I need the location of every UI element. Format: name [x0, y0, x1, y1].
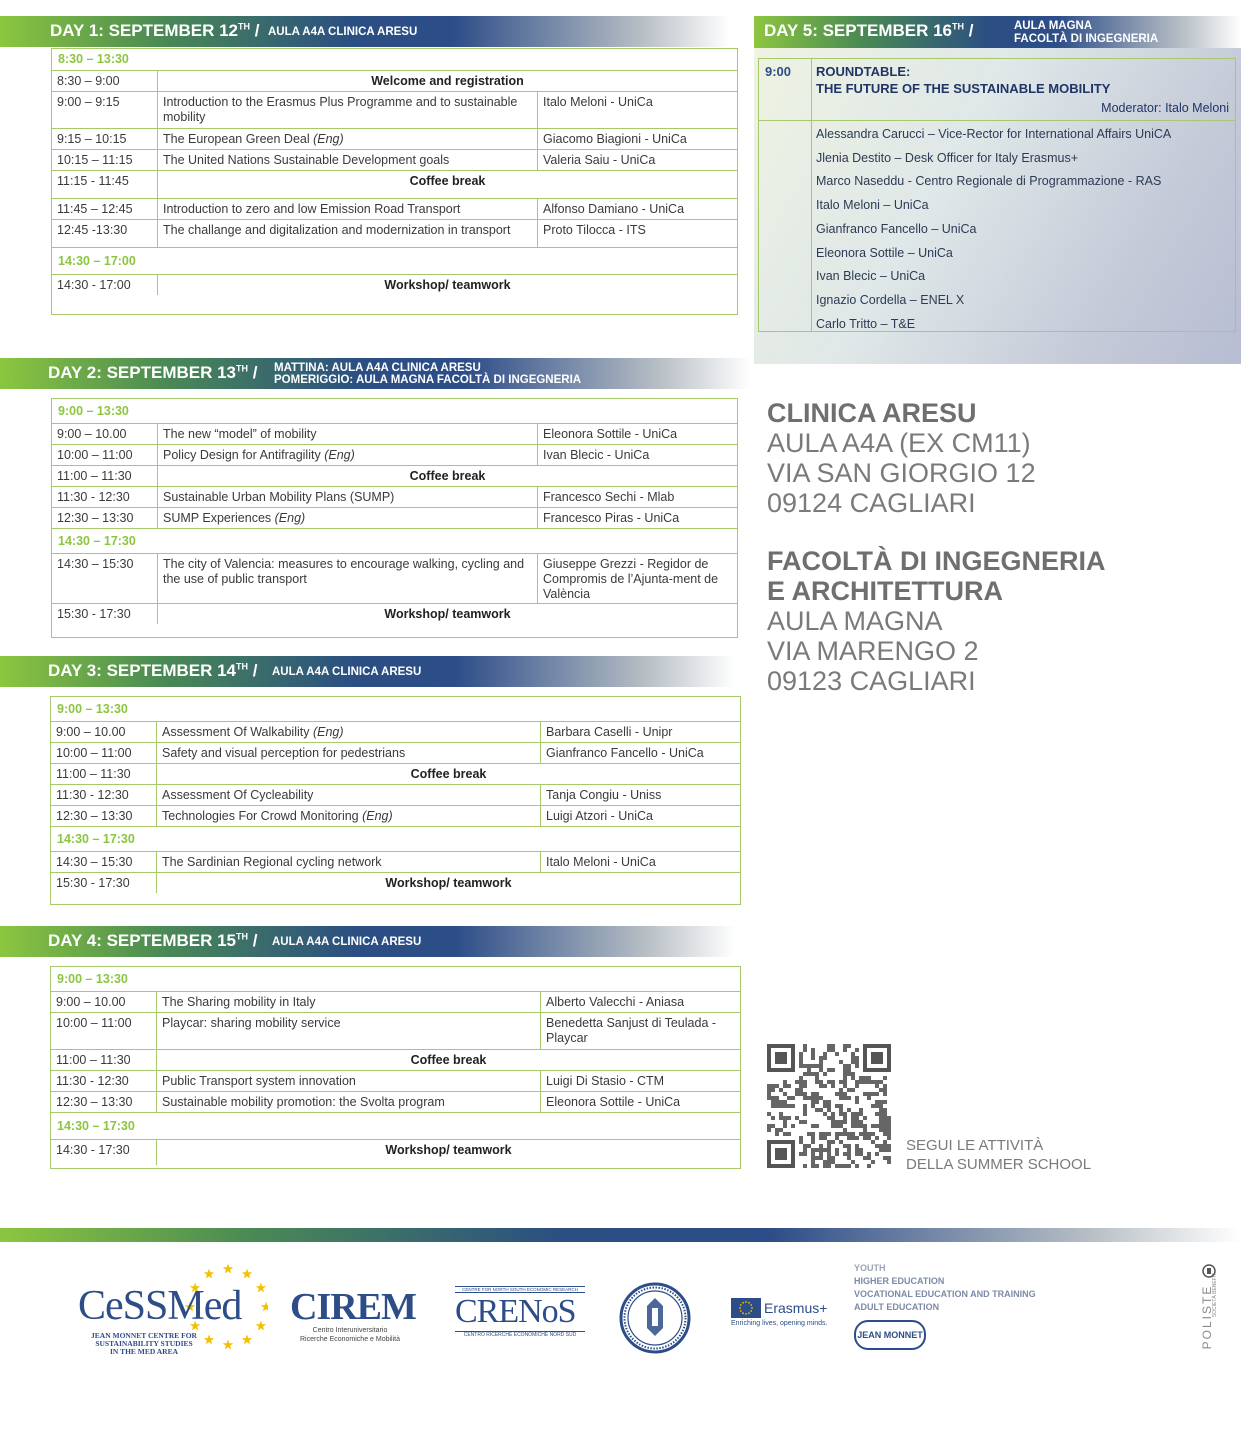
session-row — [51, 743, 740, 764]
session-title: Sustainable mobility promotion: the Svolta program — [156, 1092, 540, 1112]
session-time: 11:30 - 12:30 — [57, 490, 130, 504]
session-row — [52, 508, 737, 529]
session-title: SUMP Experiences (Eng) — [157, 508, 537, 528]
session-title: Safety and visual perception for pedestrians — [156, 743, 540, 763]
session-title: Introduction to the Erasmus Plus Programme and to sustainable mobility — [157, 92, 537, 128]
day2-banner — [0, 358, 750, 389]
time-slot-row — [52, 49, 737, 71]
session-time: 11:30 - 12:30 — [56, 788, 129, 802]
break-row — [51, 1140, 740, 1165]
panelist: Alessandra Carucci – Vice-Rector for International Affairs UniCA — [816, 127, 1172, 141]
venue1-line2: VIA SAN GIORGIO 12 — [767, 458, 1036, 488]
session-title: Coffee break — [156, 1050, 740, 1070]
session-title: Workshop/ teamwork — [156, 873, 740, 893]
jean-monnet-block — [854, 1262, 1036, 1350]
day1-title: DAY 1: SEPTEMBER 12TH / — [50, 21, 260, 40]
venue2-line2: VIA MARENGO 2 — [767, 636, 979, 666]
session-time: 9:00 – 10.00 — [57, 427, 127, 441]
day4-location: AULA A4A CLINICA ARESU — [272, 936, 422, 948]
day3-location: AULA A4A CLINICA ARESU — [272, 666, 422, 678]
session-title: The city of Valencia: measures to encourage walking, cycling and the use of public transport — [157, 554, 537, 603]
panelist: Italo Meloni – UniCa — [816, 198, 929, 213]
session-title: Assessment Of Cycleability — [156, 785, 540, 805]
day4-banner — [0, 926, 735, 957]
cirem-wordmark: CIREM — [290, 1286, 416, 1328]
session-time: 9:00 – 10.00 — [56, 995, 126, 1009]
session-speaker: Barbara Caselli - Unipr — [540, 722, 740, 742]
session-row — [51, 806, 740, 827]
session-title: The challange and digitalization and modernization in transport — [157, 220, 537, 247]
erasmus-tagline: Enriching lives, opening minds. — [731, 1320, 828, 1327]
session-time: 8:30 – 9:00 — [57, 74, 120, 88]
session-time: 11:00 – 11:30 — [56, 1053, 131, 1067]
session-time: 12:30 – 13:30 — [56, 809, 133, 823]
session-title: Sustainable Urban Mobility Plans (SUMP) — [157, 487, 537, 507]
session-title: The new “model” of mobility — [157, 424, 537, 444]
session-row — [51, 722, 740, 743]
session-speaker: Francesco Piras - UniCa — [537, 508, 737, 528]
session-time: 14:30 – 15:30 — [56, 855, 133, 869]
session-row — [52, 220, 737, 248]
star-icon — [261, 1302, 268, 1312]
university-seal-icon — [619, 1282, 691, 1354]
panelist: Eleonora Sottile – UniCa — [816, 245, 953, 260]
session-row — [52, 487, 737, 508]
day2-schedule — [51, 398, 738, 638]
footer-gradient-bar — [0, 1228, 1241, 1242]
panelist: Carlo Tritto – T&E — [816, 316, 916, 331]
time-slot-label: 9:00 – 13:30 — [58, 404, 129, 418]
session-speaker: Italo Meloni - UniCa — [537, 92, 737, 128]
session-speaker: Giacomo Biagioni - UniCa — [537, 129, 737, 149]
session-speaker: Francesco Sechi - Mlab — [537, 487, 737, 507]
english-tag: (Eng) — [324, 448, 355, 462]
time-slot-row — [52, 399, 737, 424]
crenos-wordmark: CRENoS — [455, 1293, 576, 1330]
session-row — [52, 92, 737, 129]
panelists-list — [816, 123, 1171, 336]
session-speaker: Eleonora Sottile - UniCa — [537, 424, 737, 444]
session-title: Workshop/ teamwork — [156, 1140, 740, 1165]
english-tag: (Eng) — [362, 809, 393, 823]
session-title: Introduction to zero and low Emission Road Transport — [157, 199, 537, 219]
session-time: 9:00 – 10.00 — [56, 725, 126, 739]
english-tag: (Eng) — [274, 511, 306, 525]
break-row — [52, 604, 737, 624]
session-time: 11:00 – 11:30 — [56, 767, 131, 781]
session-time: 14:30 – 15:30 — [57, 557, 134, 571]
day2-title: DAY 2: SEPTEMBER 13TH / — [48, 363, 258, 382]
session-time: 12:30 – 13:30 — [56, 1095, 133, 1109]
venue2-name1: FACOLTÀ DI INGEGNERIA — [767, 546, 1106, 576]
break-row — [52, 171, 737, 199]
session-speaker: Ivan Blecic - UniCa — [537, 445, 737, 465]
day5-banner — [754, 16, 1241, 48]
session-title: Coffee break — [156, 764, 740, 784]
session-time: 11:45 – 12:45 — [57, 202, 133, 216]
english-tag: (Eng) — [312, 725, 344, 739]
qr-caption-line2: DELLA SUMMER SCHOOL — [906, 1156, 1092, 1173]
session-title: Assessment Of Walkability (Eng) — [156, 722, 540, 742]
cessmed-wordmark: CeSSMed — [78, 1283, 242, 1329]
day5-title: DAY 5: SEPTEMBER 16TH / — [764, 21, 974, 40]
session-time: 15:30 - 17:30 — [57, 607, 131, 621]
session-time: 10:00 – 11:00 — [56, 746, 132, 760]
session-title: Coffee break — [157, 171, 737, 198]
star-icon — [204, 1334, 214, 1344]
crenos-logo — [455, 1286, 585, 1338]
session-speaker: Luigi Di Stasio - CTM — [540, 1071, 740, 1091]
session-row — [52, 129, 737, 150]
session-title: Welcome and registration — [157, 71, 737, 91]
panelists-divider — [811, 121, 812, 331]
venue2-line1: AULA MAGNA — [767, 606, 943, 636]
session-speaker: Eleonora Sottile - UniCa — [540, 1092, 740, 1112]
session-speaker: Proto Tilocca - ITS — [537, 220, 737, 247]
session-speaker: Luigi Atzori - UniCa — [540, 806, 740, 826]
day4-schedule — [50, 966, 741, 1169]
venue2-line3: 09123 CAGLIARI — [767, 666, 976, 696]
jm-line1: HIGHER EDUCATION — [854, 1276, 945, 1286]
panelists-row — [759, 121, 1235, 331]
venue-clinica — [767, 398, 1036, 518]
day1-schedule — [51, 48, 738, 315]
moderator: Moderator: Italo Meloni — [1101, 101, 1229, 115]
time-slot-row — [52, 529, 737, 554]
session-row — [52, 445, 737, 466]
session-row — [51, 992, 740, 1013]
day5-location-l2: FACOLTÀ DI INGEGNERIA — [1014, 33, 1159, 45]
eu-flag-icon — [731, 1298, 761, 1318]
star-icon — [223, 1264, 233, 1274]
time-slot-label: 14:30 – 17:30 — [57, 1119, 135, 1133]
cirem-subtitle: Centro Interuniversitario Ricerche Economiche e Mobilità — [300, 1327, 400, 1343]
session-row — [52, 554, 737, 604]
star-icon — [256, 1321, 266, 1331]
break-row — [51, 873, 740, 893]
cirem-logo — [290, 1288, 420, 1344]
time-slot-row — [51, 967, 740, 992]
day5-table — [758, 58, 1236, 332]
day5-header-row — [759, 59, 1235, 121]
venue-facolta — [767, 546, 1106, 696]
session-time: 11:30 - 12:30 — [56, 1074, 129, 1088]
session-time: 14:30 - 17:30 — [56, 1143, 130, 1157]
session-speaker: Valeria Saiu - UniCa — [537, 150, 737, 170]
venue1-line3: 09124 CAGLIARI — [767, 488, 976, 518]
crenos-tagline: CENTRE FOR NORTH SOUTH ECONOMIC RESEARCH — [455, 1286, 585, 1293]
crenos-subtitle: CENTRO RICERCHE ECONOMICHE NORD SUD — [455, 1331, 585, 1338]
panelist: Marco Naseddu - Centro Regionale di Programmazione - RAS — [816, 174, 1162, 189]
cessmed-logo — [78, 1262, 268, 1362]
session-row — [52, 199, 737, 220]
erasmus-wordmark: Erasmus+ — [764, 1300, 828, 1316]
day5-panel — [754, 48, 1241, 364]
session-row — [51, 1013, 740, 1050]
venue1-name: CLINICA ARESU — [767, 398, 977, 428]
time-slot-label: 8:30 – 13:30 — [58, 52, 129, 66]
day1-location: AULA A4A CLINICA ARESU — [268, 26, 418, 38]
session-row — [51, 785, 740, 806]
panelist: Ignazio Cordella – ENEL X — [816, 292, 965, 307]
session-row — [51, 1092, 740, 1113]
session-speaker: Giuseppe Grezzi - Regidor de Compromis de l’Ajunta-ment de València — [537, 554, 737, 603]
session-title: The Sharing mobility in Italy — [156, 992, 540, 1012]
break-row — [51, 764, 740, 785]
day5-location-l1: AULA MAGNA — [1014, 20, 1093, 32]
time-slot-row — [51, 1113, 740, 1140]
panelist: Jlenia Destito – Desk Officer for Italy Erasmus+ — [816, 150, 1079, 165]
venue1-line1: AULA A4A (EX CM11) — [767, 428, 1031, 458]
break-row — [52, 466, 737, 487]
session-time: 9:00 – 9:15 — [57, 95, 120, 109]
session-title: Workshop/ teamwork — [157, 275, 737, 295]
panelist: Ivan Blecic – UniCa — [816, 269, 926, 284]
jm-badge: JEAN MONNET — [854, 1320, 926, 1350]
day2-location-afternoon: POMERIGGIO: AULA MAGNA FACOLTÀ DI INGEGNERIA — [274, 374, 582, 386]
session-time: 9:15 – 10:15 — [57, 132, 127, 146]
time-slot-row — [51, 827, 740, 852]
session-title: Workshop/ teamwork — [157, 604, 737, 624]
session-row — [52, 150, 737, 171]
day4-title: DAY 4: SEPTEMBER 15TH / — [48, 931, 258, 950]
time-slot-row — [52, 248, 737, 275]
session-speaker: Alfonso Damiano - UniCa — [537, 199, 737, 219]
time-slot-label: 14:30 – 17:00 — [58, 254, 136, 268]
star-icon — [242, 1334, 252, 1344]
poliste-logo — [1192, 1262, 1218, 1372]
english-tag: (Eng) — [313, 132, 344, 146]
venue2-name2: E ARCHITETTURA — [767, 576, 1003, 606]
session-speaker: Benedetta Sanjust di Teulada - Playcar — [540, 1013, 740, 1049]
session-time: 11:15 - 11:45 — [57, 174, 129, 188]
session-title: Policy Design for Antifragility (Eng) — [157, 445, 537, 465]
day5-divider — [811, 59, 812, 120]
session-row — [52, 424, 737, 445]
poliste-wordmark: POLISTE — [1200, 1284, 1214, 1350]
session-row — [51, 1071, 740, 1092]
session-title: The Sardinian Regional cycling network — [156, 852, 540, 872]
session-time: 11:00 – 11:30 — [57, 469, 132, 483]
session-speaker: Gianfranco Fancello - UniCa — [540, 743, 740, 763]
qr-caption-line1: SEGUI LE ATTIVITÀ — [906, 1137, 1044, 1154]
session-time: 12:45 -13:30 — [57, 223, 128, 237]
jm-line3: ADULT EDUCATION — [854, 1302, 940, 1312]
qr-caption — [906, 1136, 1091, 1174]
session-speaker: Tanja Congiu - Uniss — [540, 785, 740, 805]
day3-banner — [0, 656, 735, 687]
session-title: Technologies For Crowd Monitoring (Eng) — [156, 806, 540, 826]
day2-location-morning: MATTINA: AULA A4A CLINICA ARESU — [274, 362, 481, 374]
time-slot-label: 9:00 – 13:30 — [57, 972, 128, 986]
day1-banner — [0, 16, 730, 47]
star-icon — [256, 1283, 266, 1293]
time-slot-label: 9:00 – 13:30 — [57, 702, 128, 716]
time-slot-label: 14:30 – 17:30 — [57, 832, 135, 846]
roundtable-label: ROUNDTABLE: — [816, 64, 911, 79]
break-row — [51, 1050, 740, 1071]
session-title: Public Transport system innovation — [156, 1071, 540, 1091]
day3-title: DAY 3: SEPTEMBER 14TH / — [48, 661, 258, 680]
time-slot-row — [51, 697, 740, 722]
session-time: 14:30 - 17:00 — [57, 278, 131, 292]
break-row — [52, 275, 737, 295]
session-title: Playcar: sharing mobility service — [156, 1013, 540, 1049]
session-speaker: Italo Meloni - UniCa — [540, 852, 740, 872]
session-title: Coffee break — [157, 466, 737, 486]
session-time: 12:30 – 13:30 — [57, 511, 134, 525]
day5-time: 9:00 — [765, 64, 792, 79]
jm-line2: VOCATIONAL EDUCATION AND TRAINING — [854, 1289, 1036, 1299]
b-corp-icon — [1202, 1264, 1216, 1278]
panelist: Gianfranco Fancello – UniCa — [816, 221, 977, 236]
star-icon — [223, 1340, 233, 1350]
session-row — [51, 852, 740, 873]
jm-youth: YOUTH — [854, 1263, 886, 1273]
poliste-subtitle: SOCIETÀ BENEFIT — [1212, 1272, 1218, 1318]
session-time: 10:00 – 11:00 — [57, 448, 133, 462]
session-time: 15:30 - 17:30 — [56, 876, 130, 890]
day3-schedule — [50, 696, 741, 905]
star-icon — [242, 1269, 252, 1279]
roundtable-title: THE FUTURE OF THE SUSTAINABLE MOBILITY — [816, 81, 1111, 96]
star-icon — [204, 1269, 214, 1279]
session-title: The European Green Deal (Eng) — [157, 129, 537, 149]
time-slot-label: 14:30 – 17:30 — [58, 534, 136, 548]
session-speaker: Alberto Valecchi - Aniasa — [540, 992, 740, 1012]
qr-code-icon[interactable] — [767, 1044, 891, 1168]
session-time: 10:00 – 11:00 — [56, 1016, 132, 1030]
break-row — [52, 71, 737, 92]
session-title: The United Nations Sustainable Development goals — [157, 150, 537, 170]
session-time: 10:15 – 11:15 — [57, 153, 133, 167]
cessmed-subtitle: JEAN MONNET CENTRE FOR SUSTAINABILITY STUDIES IN THE MED AREA — [91, 1331, 197, 1356]
